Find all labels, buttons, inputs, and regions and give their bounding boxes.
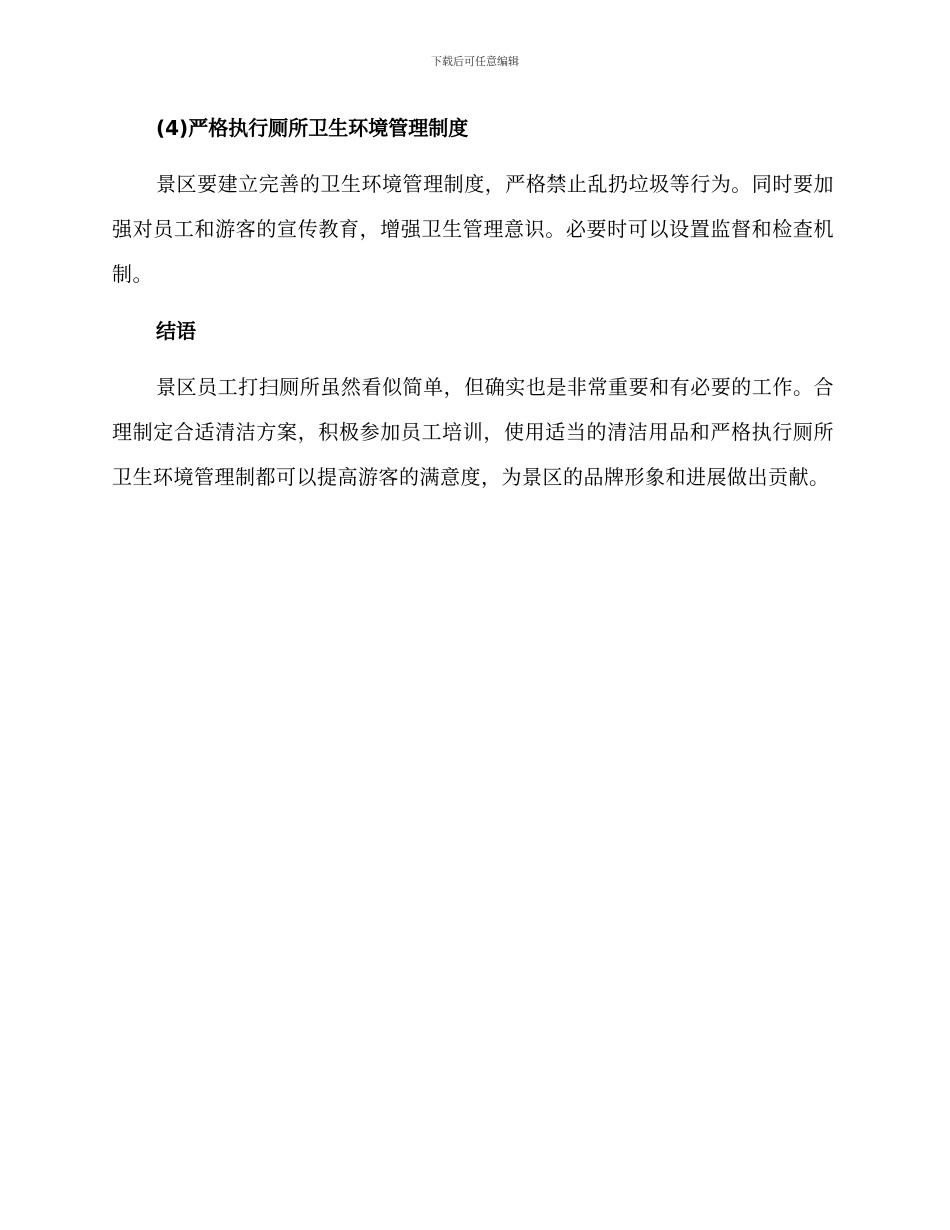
section-heading-toilet-management: (4)严格执行厕所卫生环境管理制度 — [156, 116, 469, 140]
section-heading-conclusion: 结语 — [156, 319, 196, 343]
paragraph-toilet-management: 景区要建立完善的卫生环境管理制度，严格禁止乱扔垃圾等行为。同时要加强对员工和游客的宣传教育，增强卫生管理意识。必要时可以设置监督和检查机制。 — [112, 172, 834, 286]
paragraph-conclusion: 景区员工打扫厕所虽然看似简单，但确实也是非常重要和有必要的工作。合理制定合适清洁方案，积极参加员工培训，使用适当的清洁用品和严格执行厕所卫生环境管理制都可以提高游客的满意度，为景区的品牌形象和进展做出贡献。 — [112, 375, 834, 489]
document-body — [112, 110, 834, 500]
page-header: 下载后可任意编辑 — [431, 55, 519, 68]
